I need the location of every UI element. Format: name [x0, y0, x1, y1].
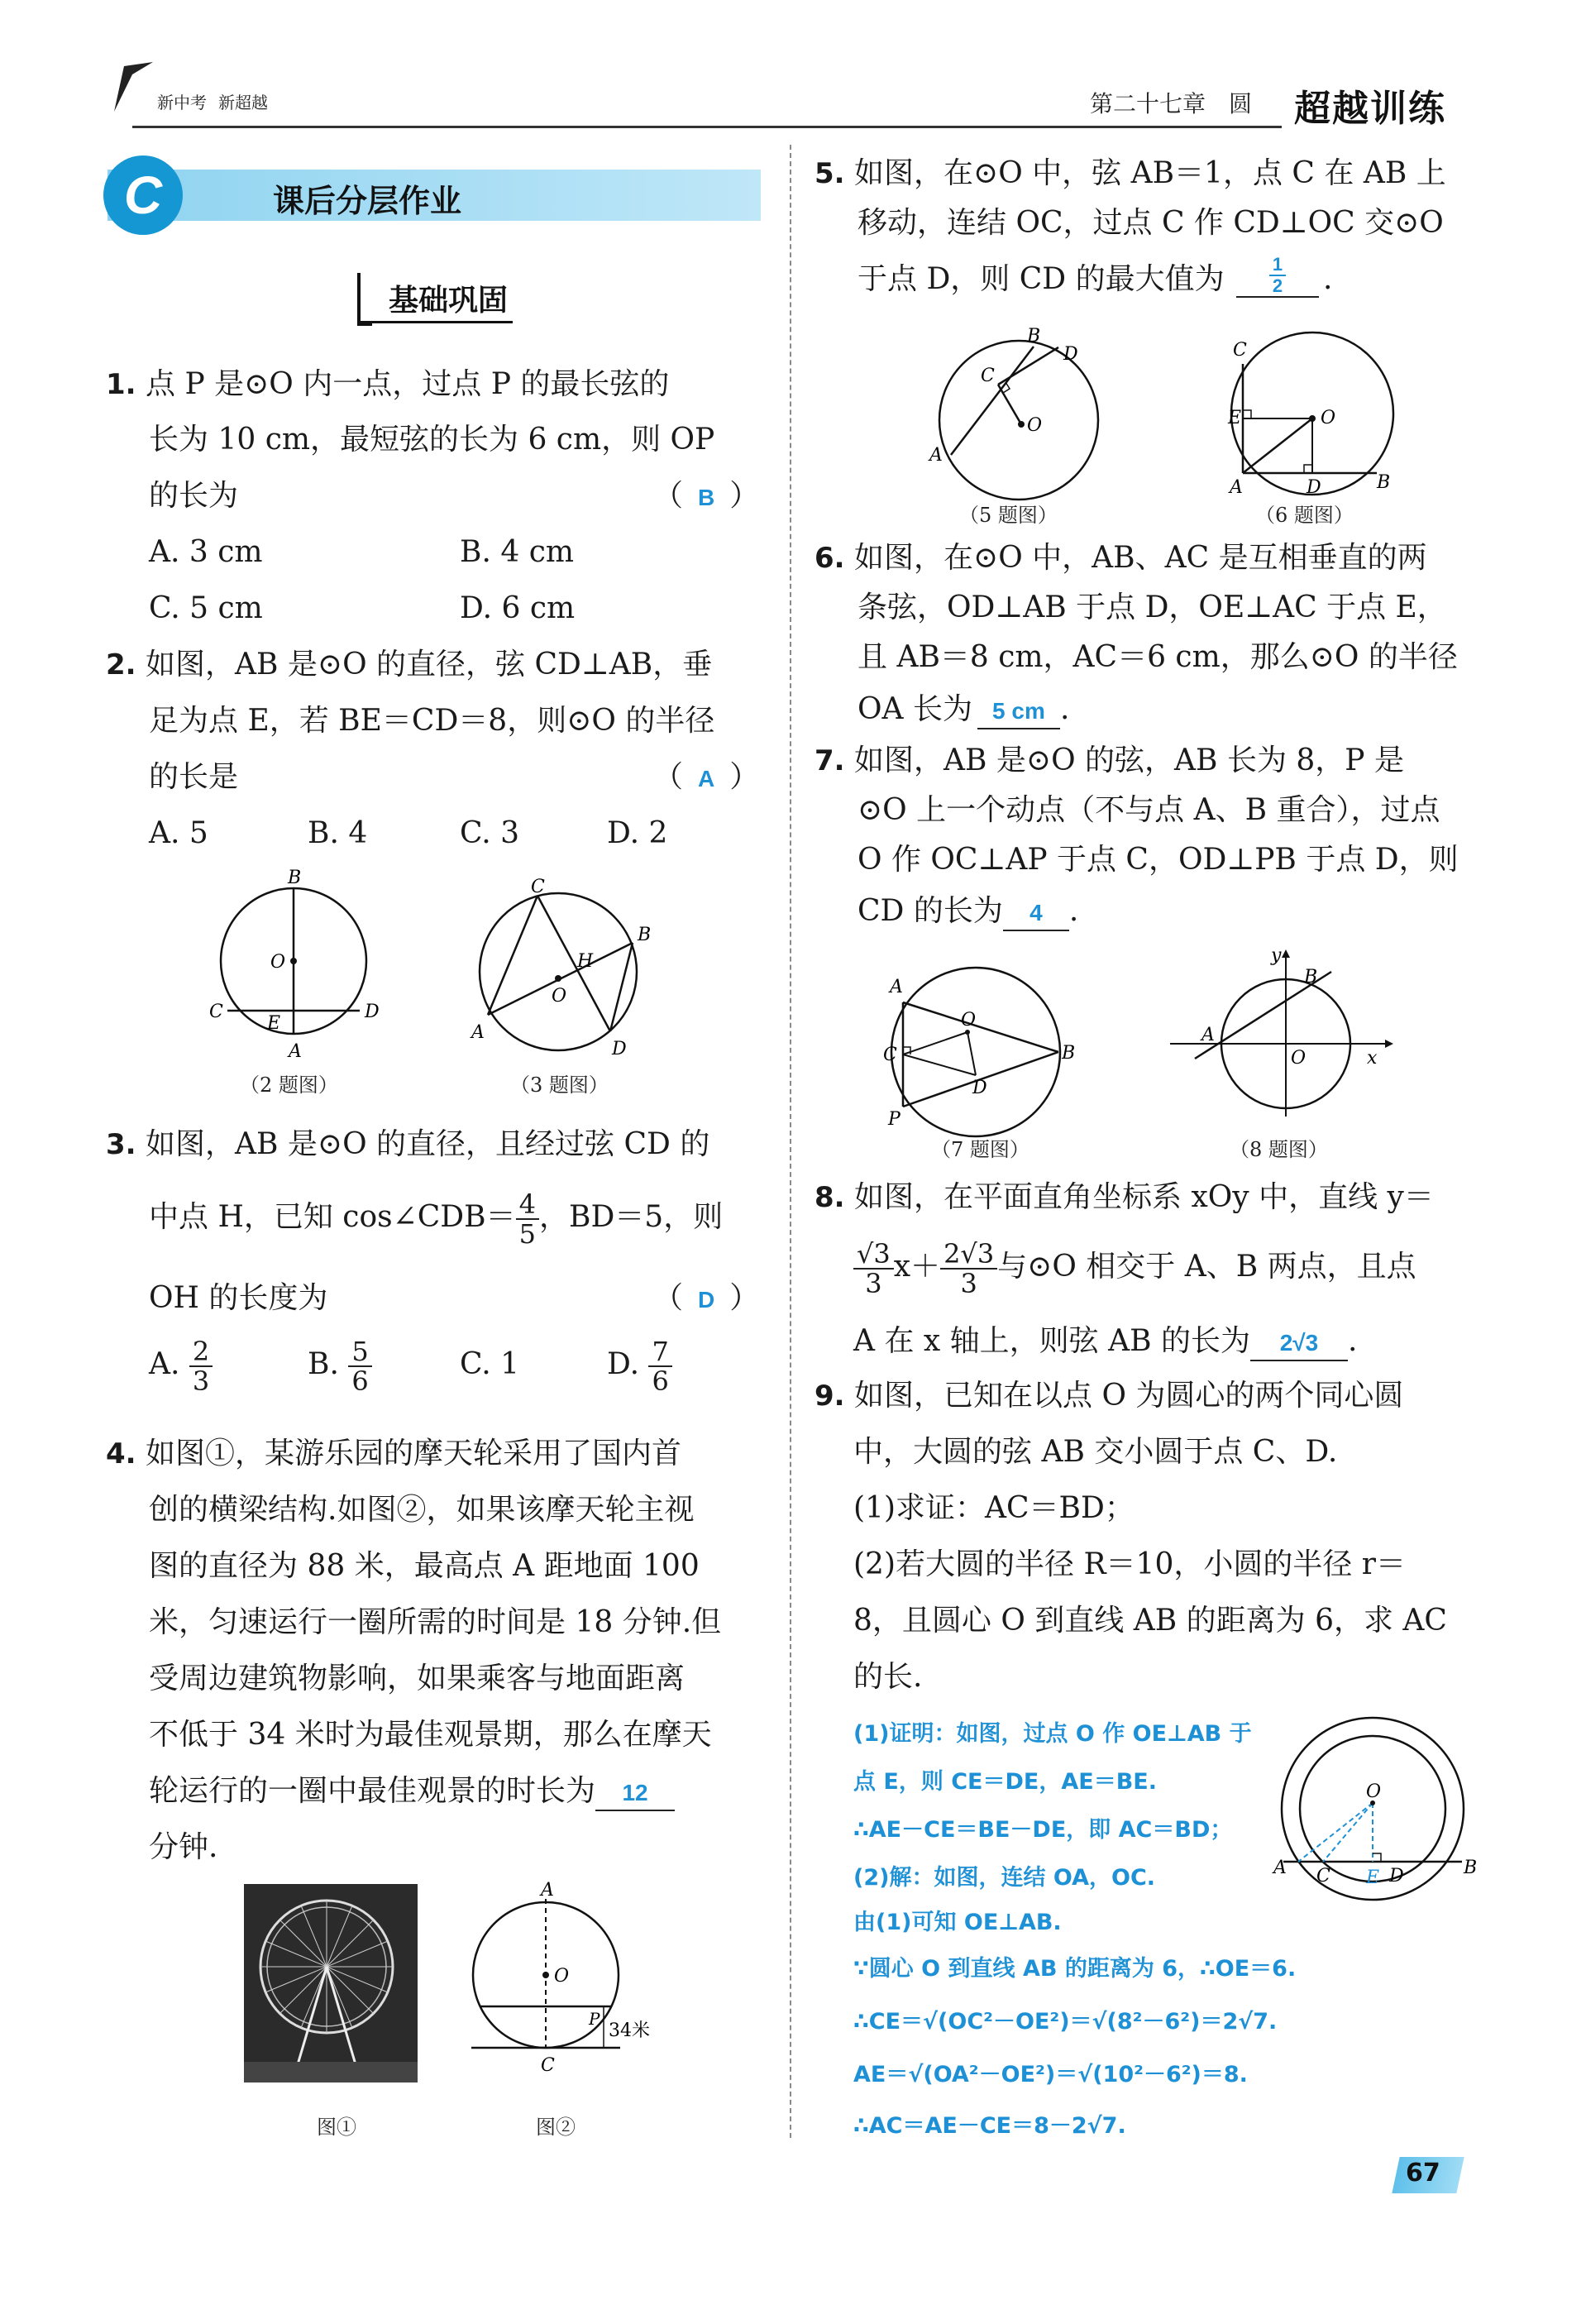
q2-stem [106, 648, 712, 681]
q5-answer-slot [1236, 255, 1319, 298]
svg-text:D: D [365, 1002, 380, 1022]
q4-line5: 受周边建筑物影响，如果乘客与地面距离 [149, 1662, 686, 1695]
q9-solution-1: (1)证明：如图，过点 O 作 OE⊥AB 于 [853, 1721, 1252, 1747]
chapter-label: 第二十七章 圆 [1090, 90, 1253, 117]
q3-option-d-den: 6 [652, 1365, 669, 1397]
q4-figure-2 [463, 1880, 678, 2099]
q2-figure [203, 868, 393, 1067]
q9-stem [814, 1380, 1403, 1413]
q7-line2: ⊙O 上一个动点（不与点 A、B 重合），过点 [857, 793, 1440, 827]
q3-cos-fraction [516, 1190, 539, 1248]
q3-figure [463, 877, 662, 1063]
q3-stem [106, 1128, 709, 1161]
q2-option-b: B. 4 [308, 816, 368, 850]
svg-text:D: D [1063, 344, 1078, 365]
q3-line2-end: ，BD＝5，则 [538, 1200, 724, 1234]
svg-text:P: P [888, 1109, 900, 1130]
q3-option-d-label: D. [607, 1347, 640, 1381]
q5-number: 5. [814, 157, 845, 190]
svg-text:A: A [1230, 477, 1243, 498]
q2-line3: 的长是 [149, 760, 239, 794]
q4-line7 [149, 1775, 675, 1811]
svg-text:B: B [288, 868, 302, 888]
q1-line2: 长为 10 cm，最短弦的长为 6 cm，则 OP [149, 423, 715, 457]
q3-option-d [607, 1332, 672, 1398]
q3-option-a-den: 3 [192, 1365, 210, 1397]
svg-text:B: B [1027, 326, 1041, 347]
svg-text:A: A [541, 1880, 554, 1901]
q1-line1: 点 P 是⊙O 内一点，过点 P 的最长弦的 [146, 367, 670, 401]
q2-line1: 如图，AB 是⊙O 的直径，弦 CD⊥AB，垂 [146, 648, 713, 681]
q6-stem [814, 542, 1427, 575]
q4-line7-text: 轮运行的一圈中最佳观景的时长为 [149, 1774, 596, 1808]
svg-text:A: A [1273, 1858, 1287, 1878]
q8-line3-text: A 在 x 轴上，则弦 AB 的长为 [853, 1324, 1250, 1358]
q9-figure [1265, 1716, 1478, 1915]
section-title: 课后分层作业 [273, 183, 462, 219]
q3-number: 3. [106, 1128, 136, 1161]
q1-answer-slot: （ B ） [653, 479, 760, 513]
q2-line2: 足为点 E，若 BE＝CD＝8，则⊙O 的半径 [149, 704, 715, 738]
q7-stem [814, 744, 1404, 777]
q4-answer: 12 [622, 1780, 648, 1805]
q2-caption: （2 题图） [240, 1074, 338, 1097]
q6-line4: OA 长为 5 cm . [857, 693, 1069, 729]
q9-solution-3: ∴AE－CE＝BE－DE，即 AC＝BD； [853, 1817, 1233, 1843]
q6-line3: 且 AB＝8 cm，AC＝6 cm，那么⊙O 的半径 [857, 640, 1458, 674]
q3-answer: D [698, 1287, 715, 1313]
q3-option-a-label: A. [149, 1347, 180, 1381]
q3-option-b [308, 1332, 372, 1398]
q3-line2 [149, 1184, 723, 1250]
q2-option-a: A. 5 [149, 816, 208, 850]
q3-answer-slot: （ D ） [653, 1281, 760, 1315]
svg-text:E: E [1228, 408, 1242, 428]
q9-solution-6: ∵圆心 O 到直线 AB 的距离为 6，∴OE＝6. [853, 1956, 1297, 1982]
q1-answer: B [698, 485, 715, 510]
q8-line1: 如图，在平面直角坐标系 xOy 中，直线 y＝ [854, 1180, 1434, 1214]
q8-number: 8. [814, 1181, 845, 1214]
svg-text:A: A [929, 445, 943, 466]
q8-line2-mid: x＋ [893, 1250, 941, 1284]
q3-line1: 如图，AB 是⊙O 的直径，且经过弦 CD 的 [146, 1127, 710, 1161]
q5-stem [814, 157, 1446, 190]
series-title: 超越训练 [1294, 88, 1446, 130]
svg-text:P: P [589, 2009, 600, 2029]
q6-figure [1211, 331, 1402, 504]
header-rule [132, 126, 1282, 128]
svg-text:A: A [890, 977, 903, 997]
q8-line2-end: 与⊙O 相交于 A、B 两点，且点 [997, 1250, 1416, 1284]
q8-line2 [853, 1234, 1416, 1300]
page-number: 67 [1406, 2159, 1440, 2188]
q5-line1: 如图，在⊙O 中，弦 AB＝1，点 C 在 AB 上 [854, 156, 1446, 190]
svg-text:A: A [289, 1041, 302, 1062]
q3-caption: （3 题图） [510, 1074, 609, 1097]
q7-answer: 4 [1029, 900, 1043, 925]
column-divider [790, 145, 791, 2138]
svg-text:H: H [577, 951, 594, 972]
q6-line4-text: OA 长为 [857, 692, 972, 726]
q3-option-c: C. 1 [460, 1347, 520, 1381]
svg-text:B: B [1377, 472, 1391, 493]
q6-line2: 条弦，OD⊥AB 于点 D，OE⊥AC 于点 E， [857, 591, 1447, 624]
q3-option-d-num: 7 [648, 1337, 671, 1367]
svg-text:O: O [1027, 415, 1043, 436]
q3-line2-start: 中点 H，已知 cos∠CDB＝ [149, 1200, 516, 1234]
q4-stem [106, 1437, 681, 1470]
q4-line3: 图的直径为 88 米，最高点 A 距地面 100 [149, 1549, 700, 1583]
svg-text:O: O [1321, 408, 1336, 428]
svg-text:B: B [1304, 967, 1318, 987]
svg-text:O: O [961, 1010, 977, 1030]
q4-number: 4. [106, 1437, 136, 1470]
q6-caption: （6 题图） [1255, 504, 1354, 527]
svg-text:O: O [1366, 1781, 1382, 1802]
q4-line2: 创的横梁结构.如图②，如果该摩天轮主视 [149, 1493, 695, 1527]
q6-answer: 5 cm [992, 698, 1045, 724]
q9-line2: 中，大圆的弦 AB 交小圆于点 C、D. [853, 1435, 1338, 1469]
q4-line1: 如图①，某游乐园的摩天轮采用了国内首 [146, 1437, 682, 1470]
q3-option-a [149, 1332, 213, 1398]
svg-text:C: C [981, 366, 995, 386]
q9-solution-8: AE＝√(OA²－OE²)＝√(10²－6²)＝8. [853, 2062, 1248, 2087]
q4-figure-label: 34米 [609, 2020, 650, 2041]
q8-frac1-den: 3 [865, 1268, 882, 1299]
q5-line2: 移动，连结 OC，过点 C 作 CD⊥OC 交⊙O [857, 206, 1444, 240]
q3-option-b-num: 5 [348, 1337, 371, 1367]
svg-text:E: E [267, 1013, 281, 1034]
q4-line4: 米，匀速运行一圈所需的时间是 18 分钟.但 [149, 1605, 722, 1639]
subsection-title: 基础巩固 [357, 277, 513, 323]
q9-line6: 的长. [853, 1660, 923, 1694]
svg-text:C: C [1316, 1866, 1330, 1886]
svg-text:y: y [1271, 945, 1282, 966]
q9-number: 9. [814, 1380, 845, 1413]
q4-caption-1: 图① [317, 2116, 356, 2139]
q2-answer-slot: （ A ） [653, 760, 760, 794]
q9-solution-4: (2)解：如图，连结 OA，OC. [853, 1865, 1156, 1891]
svg-text:C: C [1233, 340, 1247, 361]
q4-line8: 分钟. [149, 1830, 218, 1864]
q4-caption-2: 图② [536, 2116, 576, 2139]
q8-frac2-den: 3 [960, 1268, 977, 1299]
q8-caption: （8 题图） [1230, 1138, 1328, 1161]
q6-line1: 如图，在⊙O 中，AB、AC 是互相垂直的两 [854, 541, 1427, 575]
q9-line3: (1)求证：AC＝BD； [853, 1491, 1135, 1525]
q7-line1: 如图，AB 是⊙O 的弦，AB 长为 8，P 是 [854, 744, 1404, 777]
svg-text:D: D [1307, 477, 1321, 498]
q9-line5: 8，且圆心 O 到直线 AB 的距离为 6，求 AC [853, 1604, 1447, 1638]
q7-line4: CD 的长为 4 . [857, 895, 1078, 931]
q2-option-c: C. 3 [460, 816, 520, 850]
q1-number: 1. [106, 368, 136, 401]
q5-answer-num: 1 [1269, 255, 1286, 276]
q9-solution-5: 由(1)可知 OE⊥AB. [853, 1910, 1062, 1935]
q2-number: 2. [106, 648, 136, 681]
q9-line1: 如图，已知在以点 O 为圆心的两个同心圆 [854, 1379, 1404, 1413]
q2-option-d: D. 2 [607, 816, 668, 850]
svg-text:D: D [972, 1078, 987, 1098]
q5-caption: （5 题图） [959, 504, 1058, 527]
section-badge: C [103, 155, 183, 235]
q3-line3: OH 的长度为 [149, 1281, 328, 1315]
svg-text:A: A [471, 1022, 485, 1043]
q9-solution-7: ∴CE＝√(OC²－OE²)＝√(8²－6²)＝2√7. [853, 2009, 1278, 2035]
header-brand-right: 新超越 [218, 93, 268, 112]
q9-line4: (2)若大圆的半径 R＝10，小圆的半径 r＝ [853, 1547, 1407, 1581]
svg-text:O: O [552, 986, 567, 1007]
svg-text:x: x [1367, 1048, 1378, 1069]
svg-text:O: O [270, 952, 286, 973]
q8-frac1-num: √3 [853, 1240, 894, 1270]
header-brand [157, 89, 279, 113]
q1-option-a: A. 3 cm [149, 535, 263, 569]
q5-figure [918, 327, 1108, 504]
q7-caption: （7 题图） [931, 1138, 1029, 1161]
q1-line3: 的长为 [149, 479, 239, 513]
svg-text:B: B [1464, 1858, 1478, 1878]
q7-number: 7. [814, 744, 845, 777]
q1-option-c: C. 5 cm [149, 591, 263, 625]
q8-stem [814, 1181, 1434, 1214]
svg-text:E: E [1366, 1867, 1380, 1888]
q3-option-b-label: B. [308, 1347, 339, 1381]
svg-text:D: D [612, 1039, 627, 1059]
q7-line4-text: CD 的长为 [857, 894, 1003, 928]
q5-period: . [1323, 262, 1333, 296]
svg-text:O: O [554, 1966, 570, 1987]
header-brand-left: 新中考 [157, 93, 207, 112]
q1-option-b: B. 4 cm [460, 535, 574, 569]
q8-figure [1162, 943, 1402, 1129]
svg-text:C: C [531, 877, 545, 897]
svg-text:O: O [1291, 1048, 1307, 1069]
header-logo-icon [107, 58, 157, 116]
svg-text:B: B [638, 925, 652, 945]
q3-cos-num: 4 [516, 1190, 539, 1220]
q1-option-d: D. 6 cm [460, 591, 576, 625]
q7-line3: O 作 OC⊥AP 于点 C，OD⊥PB 于点 D，则 [857, 843, 1459, 877]
svg-text:D: D [1389, 1866, 1404, 1886]
q5-answer-den: 2 [1272, 275, 1283, 296]
svg-text:B: B [1062, 1043, 1076, 1064]
q8-frac2-num: 2√3 [940, 1240, 997, 1270]
q4-line6: 不低于 34 米时为最佳观景期，那么在摩天 [149, 1718, 712, 1752]
q8-answer: 2√3 [1279, 1330, 1319, 1356]
ferris-wheel-photo [244, 1884, 418, 2083]
q9-solution-2: 点 E，则 CE＝DE，AE＝BE. [853, 1769, 1157, 1795]
svg-text:A: A [1201, 1025, 1215, 1045]
q3-option-b-den: 6 [351, 1365, 369, 1397]
q3-option-a-num: 2 [189, 1337, 213, 1367]
q3-cos-den: 5 [518, 1218, 536, 1250]
svg-text:C: C [209, 1002, 223, 1022]
q8-line3: A 在 x 轴上，则弦 AB 的长为 2√3 . [853, 1325, 1357, 1361]
svg-text:C: C [541, 2055, 555, 2076]
q5-line3: 于点 D，则 CD 的最大值为 [857, 262, 1225, 296]
q9-solution-9: ∴AC＝AE－CE＝8－2√7. [853, 2113, 1126, 2139]
q6-number: 6. [814, 542, 845, 575]
q7-figure [868, 959, 1083, 1150]
q1-stem [106, 368, 669, 401]
svg-text:C: C [883, 1045, 897, 1065]
q2-answer: A [698, 766, 715, 791]
